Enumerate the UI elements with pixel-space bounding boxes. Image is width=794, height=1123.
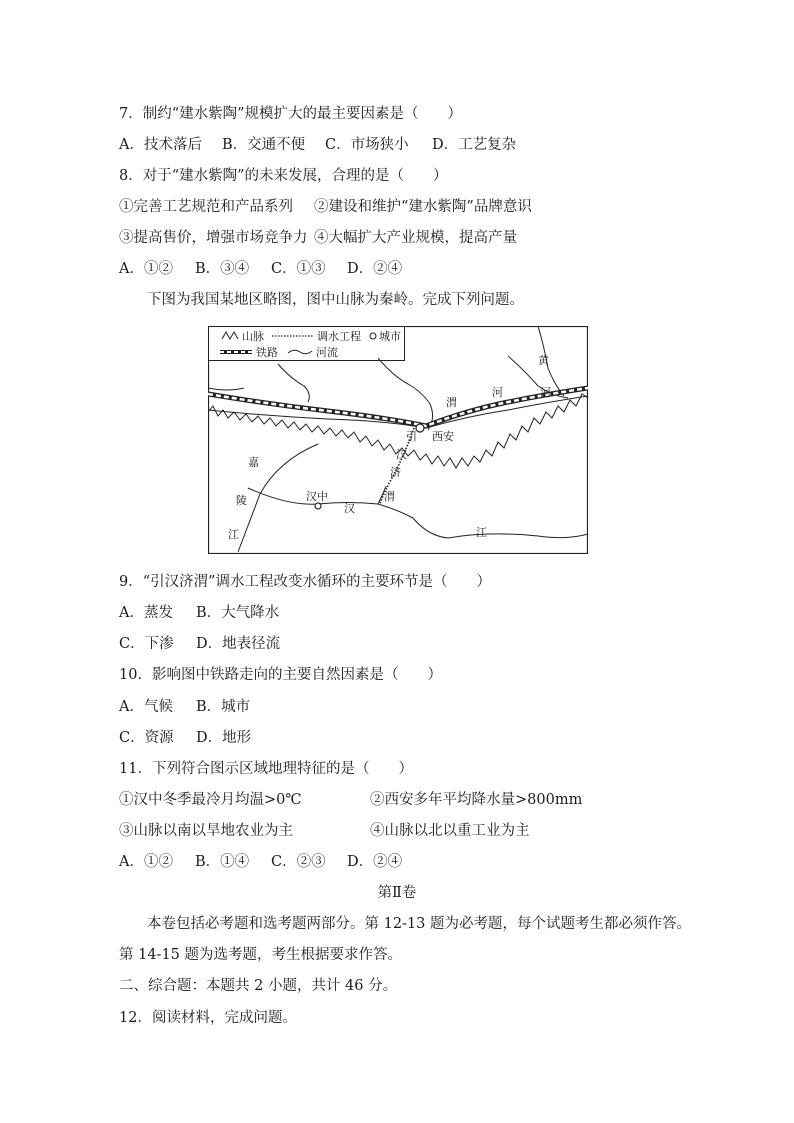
legend-city-symbol [370,333,376,339]
label-ling: 陵 [236,494,247,507]
legend-river-label: 河流 [316,346,338,359]
q8-option-b: B．③④ [195,261,250,277]
label-jia: 嘉 [248,456,259,469]
q7-option-b: B．交通不便 [222,137,306,153]
label-xian: 西安 [432,430,454,443]
label-huang: 黄 [538,354,549,367]
q10-option-b: B．城市 [196,699,251,715]
label-han-river: 汉 [344,502,355,515]
label-yin: 引 [406,430,417,443]
q7-option-a: A．技术落后 [119,137,202,153]
q8-item-2: ②建设和维护“建水紫陶”品牌意识 [314,199,532,215]
label-jiang-2: 江 [476,526,487,539]
q8-option-c: C．①③ [271,261,326,277]
q10-options-row2 [119,728,251,748]
label-wei-2: 渭 [384,490,395,503]
q9-option-c: C．下渗 [119,636,174,652]
label-he-1: 河 [540,386,551,399]
q12-stem: 12．阅读材料，完成问题。 [119,1010,297,1026]
label-he-2: 河 [492,386,503,399]
q11-option-d: D．②④ [347,854,403,870]
legend-city-label: 城市 [379,330,401,343]
q7-option-d: D．工艺复杂 [432,137,517,153]
q10-option-a: A．气候 [119,699,173,715]
part2-description-1: 本卷包括必考题和选考题两部分。第 12-13 题为必考题，每个试题考生都必须作答。 [147,916,692,932]
qinling-region-map [208,326,588,554]
part2-section-heading: 二、综合题：本题共 2 小题，共计 46 分。 [119,978,398,994]
q10-stem: 10．影响图中铁路走向的主要自然因素是（ ） [119,667,442,683]
q8-stem: 8．对于“建水紫陶”的未来发展，合理的是（ ） [119,168,448,184]
q11-item-1: ①汉中冬季最冷月均温>0℃ [119,792,302,808]
q8-item-4: ④大幅扩大产业规模，提高产量 [314,230,517,246]
q8-item-1: ①完善工艺规范和产品系列 [119,199,293,215]
q8-options [119,259,402,279]
q7-option-c: C．市场狭小 [325,137,409,153]
label-ji: 济 [390,466,401,479]
q8-option-a: A．①② [119,261,173,277]
q11-stem: 11．下列符合图示区域地理特征的是（ ） [119,761,413,777]
q8-items-row1 [119,197,532,217]
q11-options [119,852,402,872]
q10-options-row1 [119,697,250,717]
q11-option-c: C．②③ [271,854,326,870]
q8-option-d: D．②④ [347,261,403,277]
xian-city-marker [416,424,424,432]
map-intro: 下图为我国某地区略图，图中山脉为秦岭。完成下列问题。 [147,292,524,308]
part2-description-2: 第 14-15 题为选考题，考生根据要求作答。 [119,947,403,963]
q8-item-3: ③提高售价，增强市场竞争力 [119,230,308,246]
q9-options-row2 [119,634,280,654]
legend-mountain-label: 山脉 [242,330,264,343]
q9-option-d: D．地表径流 [196,636,281,652]
label-jiang-1: 江 [228,528,239,541]
label-wei: 渭 [446,396,457,409]
q8-items-row2 [119,228,517,248]
q11-option-a: A．①② [119,854,173,870]
q9-option-b: B．大气降水 [196,605,280,621]
legend-railway-label: 铁路 [256,346,278,359]
q10-option-c: C．资源 [119,730,174,746]
q7-stem: 7．制约“建水紫陶”规模扩大的最主要因素是（ ） [119,106,463,122]
legend-diversion-label: 调水工程 [317,330,361,343]
label-han-v: 汉 [396,448,407,461]
q9-option-a: A．蒸发 [119,605,173,621]
part2-title: 第Ⅱ卷 [377,885,417,901]
q10-option-d: D．地形 [196,730,252,746]
q11-item-3: ③山脉以南以旱地农业为主 [119,823,293,839]
q9-options-row1 [119,603,279,623]
q11-item-2: ②西安多年平均降水量>800mm [370,792,583,808]
q11-option-b: B．①④ [195,854,250,870]
q11-item-4: ④山脉以北以重工业为主 [370,823,530,839]
q7-options [119,135,516,155]
hanzhong-city-marker [315,503,321,509]
label-hanzhong: 汉中 [306,490,328,503]
q9-stem: 9．“引汉济渭”调水工程改变水循环的主要环节是（ ） [119,574,492,590]
